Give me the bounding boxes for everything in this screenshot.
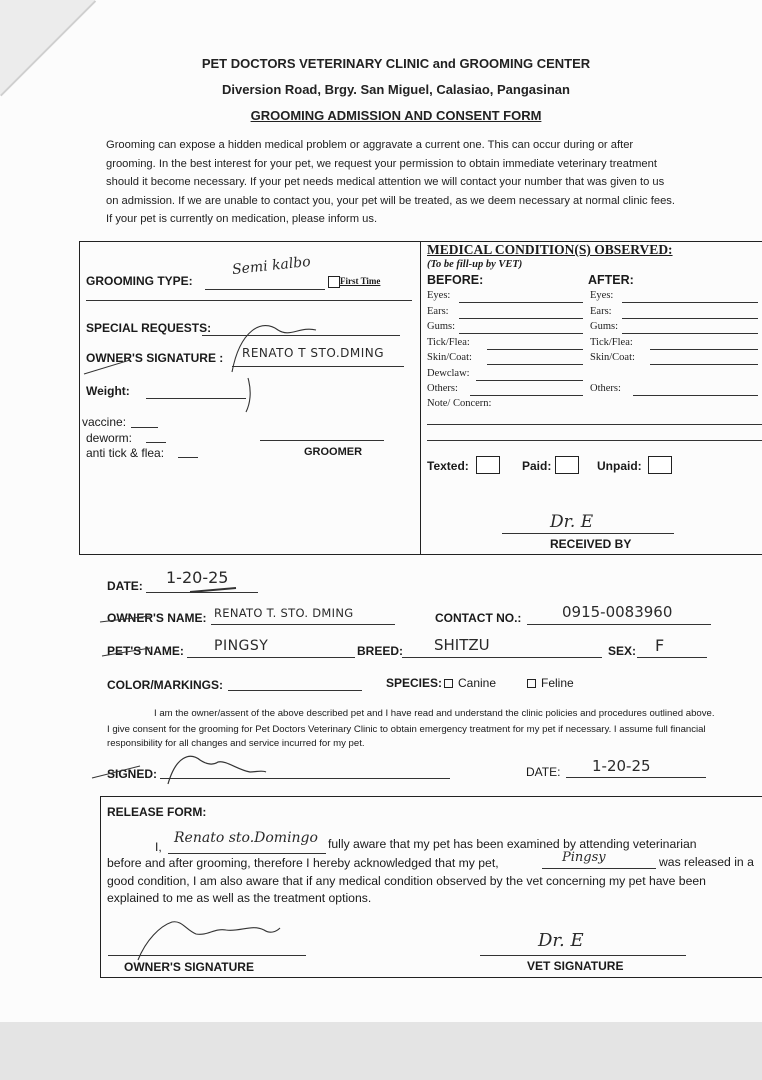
contact-value: 0915-0083960	[562, 603, 673, 621]
breed-value: SHITZU	[434, 636, 490, 654]
clinic-name: PET DOCTORS VETERINARY CLINIC and GROOMING CENTER	[201, 56, 591, 71]
owner-label-strike	[84, 360, 130, 374]
intro-line: on admission. If we are unable to contact you, your pet will be treated, as we deem necessary at normal clinic fees.	[106, 194, 675, 207]
canine-label: Canine	[458, 676, 497, 690]
intro-line: Grooming can expose a hidden medical problem or aggravate a current one. This can occur during or after	[106, 139, 634, 151]
species-label: SPECIES:	[386, 676, 443, 690]
intro-line: grooming. In the best interest for your pet, we request your permission to obtain immediate veterinary treatment	[106, 157, 657, 170]
after-field-label: Ears:	[590, 305, 612, 317]
feline-label: Feline	[541, 676, 574, 690]
release-owner-scribble	[138, 922, 280, 960]
texted-label: Texted:	[427, 459, 469, 473]
before-label: BEFORE:	[427, 273, 484, 287]
signed-label: SIGNED:	[107, 767, 158, 781]
release-owner-value: Renato sto.Domingo	[174, 830, 318, 846]
groomer-label: GROOMER	[304, 446, 363, 458]
received-by-label: RECEIVED BY	[550, 537, 632, 551]
after-field-label: Skin/Coat:	[590, 352, 635, 363]
before-field-label: Eyes:	[427, 290, 451, 301]
intro-line: should it become necessary. If your pet needs medical attention we will contact your number that was given to us	[106, 176, 665, 189]
note-label: Note/ Concern:	[427, 398, 492, 409]
owner-signature-label: OWNER'S SIGNATURE :	[86, 351, 224, 365]
after-field-label: Tick/Flea:	[590, 336, 633, 348]
release-line-1: fully aware that my pet has been examined by attending veterinarian	[328, 837, 697, 851]
signed-strike	[92, 766, 140, 778]
release-line-2b: was released in a	[659, 855, 754, 869]
pet-name-value: PINGSY	[214, 638, 269, 654]
pet-name-strike	[102, 648, 150, 656]
release-line-2a: before and after grooming, therefore I hereby acknowledged that my pet,	[107, 856, 499, 870]
after-field-label: Gums:	[590, 321, 619, 332]
first-time-label: First Time	[340, 276, 381, 286]
unpaid-label: Unpaid:	[597, 459, 642, 473]
consent-line-2: I give consent for the grooming for Pet Doctors Veterinary Clinic to obtain emergency treatment for my pet if necessary. I assume full financial	[107, 724, 706, 735]
after-field-label: Others:	[590, 383, 621, 394]
consent-line-3: responsibility for all changes and service incurred for my pet.	[107, 738, 365, 749]
release-title: RELEASE FORM:	[107, 805, 207, 819]
date-underline-mark	[190, 588, 236, 592]
grooming-type-label: GROOMING TYPE:	[86, 274, 193, 288]
pet-name-label: PET'S NAME:	[107, 644, 184, 658]
release-line-4: explained to me as well as the treatment options.	[107, 891, 372, 905]
vaccine-label: vaccine:	[82, 415, 127, 429]
sex-value: F	[655, 636, 665, 655]
date-value: 1-20-25	[166, 568, 229, 587]
after-label: AFTER:	[588, 273, 634, 287]
scan-background	[0, 1022, 762, 1080]
date-label: DATE:	[107, 579, 143, 593]
before-field-label: Ears:	[427, 305, 449, 317]
owner-sig-label: OWNER'S SIGNATURE	[124, 960, 254, 974]
before-field-label: Skin/Coat:	[427, 352, 472, 363]
form-title: GROOMING ADMISSION AND CONSENT FORM	[250, 108, 542, 123]
paid-label: Paid:	[522, 459, 552, 473]
sex-label: SEX:	[608, 644, 637, 658]
anti-tick-label: anti tick & flea:	[86, 446, 165, 460]
color-label: COLOR/MARKINGS:	[107, 678, 223, 692]
weight-label: Weight:	[86, 384, 130, 398]
vet-sig-label: VET SIGNATURE	[527, 959, 624, 973]
release-line-3: good condition, I am also aware that if any medical condition observed by the vet concerning my pet have been	[107, 874, 706, 888]
before-field-label: Tick/Flea:	[427, 336, 470, 348]
owner-signature-scribble	[232, 326, 316, 412]
owner-name-value: RENATO T. STO. DMING	[214, 606, 354, 620]
before-field-label: Others:	[427, 383, 458, 394]
vet-sig-value: Dr. E	[538, 930, 584, 951]
clinic-address: Diversion Road, Brgy. San Miguel, Calasiao, Pangasinan	[222, 82, 570, 97]
before-field-label: Gums:	[427, 321, 456, 332]
signed-signature-scribble	[168, 756, 266, 784]
signed-date-value: 1-20-25	[592, 757, 651, 775]
intro-line: If your pet is currently on medication, please inform us.	[106, 213, 378, 226]
breed-label: BREED:	[357, 644, 404, 658]
owner-name-strike	[100, 616, 150, 622]
medical-title: MEDICAL CONDITION(S) OBSERVED:	[427, 242, 673, 257]
owner-name-label: OWNER'S NAME:	[107, 611, 207, 625]
received-by-signature: Dr. E	[550, 512, 594, 532]
after-field-label: Eyes:	[590, 290, 614, 301]
owner-signature-value: RENATO T STO.DMING	[242, 346, 385, 360]
grooming-type-value: Semi kalbo	[231, 253, 312, 279]
consent-line-1: I am the owner/assent of the above described pet and I have read and understand the clinic policies and procedures outlined above.	[154, 708, 715, 719]
release-pet-value: Pingsy	[562, 850, 606, 865]
deworm-label: deworm:	[86, 431, 133, 445]
signed-date-label: DATE:	[526, 765, 561, 779]
special-requests-label: SPECIAL REQUESTS:	[86, 321, 212, 335]
release-i-label: I,	[155, 840, 162, 854]
before-field-label: Dewclaw:	[427, 367, 470, 379]
contact-label: CONTACT NO.:	[435, 611, 522, 625]
medical-subtitle: (To be fill-up by VET)	[427, 259, 523, 270]
